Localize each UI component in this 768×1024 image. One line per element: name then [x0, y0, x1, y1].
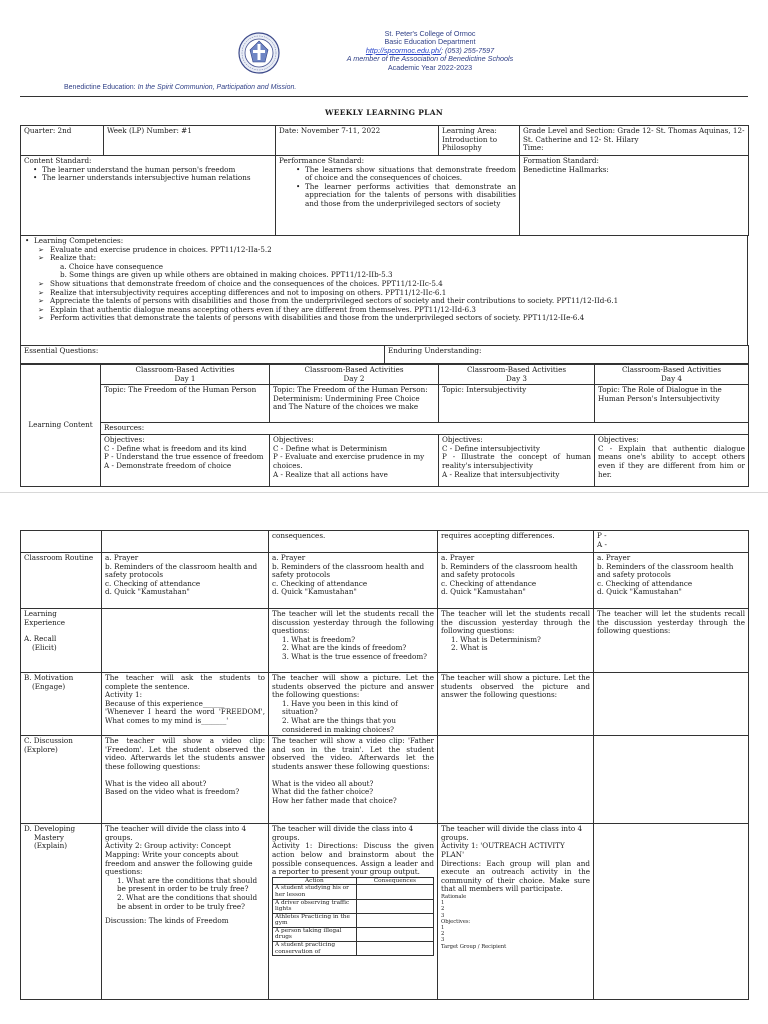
routine-day-3: [438, 553, 594, 609]
plan-line: 2: [441, 906, 445, 913]
developing-day-1: [102, 824, 269, 1000]
motivation-day-4: [594, 673, 749, 736]
benedictine-motto: [64, 84, 296, 93]
objective-line: P - Understand the true essence of freedom: [104, 452, 264, 462]
recall-question: 1. What is freedom?: [282, 634, 356, 644]
discussion-label: C. Discussion: [24, 736, 73, 746]
competency-subitem: a. Choice have consequence: [60, 261, 164, 271]
plan-line: 1: [441, 924, 445, 931]
content-standard-label: Content Standard:: [24, 156, 92, 165]
department-name: Basic Education Department: [384, 37, 476, 47]
plan-line: 3: [441, 912, 445, 919]
motivation-day-2: [269, 673, 438, 736]
routine-item: a. Prayer: [441, 553, 475, 562]
developing-label-cell: [21, 824, 102, 1000]
table-row: A person taking illegal drugs: [273, 927, 357, 941]
competencies-table: [20, 235, 748, 346]
motivation-day-3: [438, 673, 594, 736]
routine-item: b. Reminders of the classroom health and safety protocols: [597, 561, 734, 580]
developing-footer: Discussion: The kinds of Freedom: [105, 916, 229, 926]
routine-day-4: [594, 553, 749, 609]
discussion-day-1: [102, 736, 269, 824]
discussion-label-cell: [21, 736, 102, 824]
routine-day-2: [269, 553, 438, 609]
table-header-action: Action: [273, 877, 357, 885]
table-cell-empty: [356, 913, 433, 927]
topic-day-1: Topic: The Freedom of the Human Person: [101, 385, 270, 423]
association-line: A member of the Association of Benedictine Schools: [346, 54, 514, 64]
list-item: • The learner understands intersubjective human relations: [32, 174, 272, 183]
formation-standard-cell: [520, 156, 749, 236]
list-item: • The learner understand the human person's freedom: [32, 166, 272, 175]
recall-intro: The teacher will let the students recall the discussion yesterday through the following questions:: [272, 609, 434, 636]
school-name: St. Peter's College of Ormoc: [384, 29, 476, 38]
day-label: Day 4: [661, 373, 682, 383]
topic-day-4: Topic: The Role of Dialogue in the Human Person's Intersubjectivity: [595, 385, 749, 423]
date-cell: Date: November 7-11, 2022: [276, 126, 439, 156]
activities-table: [20, 530, 749, 1000]
discussion-text: How her father made that choice?: [272, 795, 397, 805]
motivation-question: 2. What are the things that you considered in making choices?: [282, 715, 396, 734]
routine-item: c. Checking of attendance: [272, 578, 368, 588]
routine-item: a. Prayer: [597, 553, 631, 562]
grade-section-cell: [520, 126, 749, 156]
day-header-title: Classroom-Based Activities: [621, 365, 722, 374]
competencies-list: [38, 246, 744, 263]
competency-item: ➢ Show situations that demonstrate freedom of choice and the consequences of the choices. PPT11/12-IIc-5.4: [38, 280, 744, 289]
cont-p: P -: [597, 531, 607, 540]
developing-text: The teacher will divide the class into 4 groups.: [441, 824, 583, 842]
cont-a: A -: [597, 539, 607, 549]
developing-day-4: [594, 824, 749, 1000]
developing-text: Directions: Each group will plan and execute an outreach activity in the community of their choice. Make sure that all members will participate.: [441, 858, 590, 894]
cont-day-1: [102, 531, 269, 553]
motivation-label: B. Motivation: [24, 673, 74, 682]
competency-item: ➢ Perform activities that demonstrate the talents of persons with disabilities and those from the underprivileged sectors of society. PPT11/12-IIe-6.4: [38, 314, 744, 323]
objectives-day-1: [101, 435, 270, 487]
competency-item: ➢ Realize that intersubjectivity requires accepting differences and not to imposing on others. PPT11/12-IIc-6.1: [38, 289, 744, 298]
performance-standard-cell: [276, 156, 520, 236]
mastery-label: Mastery: [34, 832, 64, 842]
developing-text: Activity 2: Group activity: Concept Mapping: Write your concepts about freedom and answer the following guide questions:: [105, 841, 253, 877]
recall-label-cell: [21, 609, 102, 673]
grade-section-text: Grade Level and Section: Grade 12- St. Thomas Aquinas, 12- St. Catherine and 12- St. Hilary: [523, 126, 745, 144]
discussion-text: What is the video all about?: [272, 778, 374, 788]
topic-day-3: Topic: Intersubjectivity: [439, 385, 595, 423]
motivation-text: The teacher will show a picture. Let the students observed the picture and answer the following questions:: [272, 673, 434, 700]
table-cell-empty: [356, 942, 433, 956]
competencies-label: • Learning Competencies:: [24, 237, 744, 246]
website-link[interactable]: http://spcormoc.edu.ph/: [365, 45, 441, 55]
plan-line: 2: [441, 931, 445, 938]
objective-line: C - Define what is freedom and its kind: [104, 443, 247, 453]
competency-item: ➢ Explain that authentic dialogue means accepting others even if they are different from themselves. PPT11/12-IId-6.3: [38, 306, 744, 315]
page-separator: [0, 492, 768, 520]
competency-item: ➢ Appreciate the talents of persons with disabilities and those from the underprivileged sectors of society and their contributions to society. PPT11/12-IId-6.1: [38, 297, 744, 306]
objective-line: P - Illustrate the concept of human reality's intersubjectivity: [442, 452, 591, 470]
competencies-cell: [21, 236, 748, 346]
plan-line: Objectives:: [441, 918, 471, 925]
table-cell-empty: [356, 927, 433, 941]
engage-label: (Engage): [32, 681, 66, 691]
table-cell-empty: [356, 885, 433, 899]
performance-standard-list: [295, 166, 516, 209]
routine-item: d. Quick "Kamustahan": [597, 587, 682, 597]
developing-day-2: [269, 824, 438, 1000]
academic-year: Academic Year 2022-2023: [387, 62, 473, 72]
recall-label: A. Recall: [24, 634, 57, 644]
header-divider: [20, 96, 748, 97]
routine-item: d. Quick "Kamustahan": [105, 587, 190, 597]
objective-line: Objectives:: [104, 435, 145, 445]
competency-item: ➢ Evaluate and exercise prudence in choices. PPT11/12-IIa-5.2: [38, 246, 744, 255]
essential-questions-table: [20, 345, 749, 364]
discussion-text: What is the video all about?: [105, 778, 207, 788]
discussion-text: What did the father choice?: [272, 787, 374, 797]
routine-item: a. Prayer: [105, 553, 139, 562]
cont-label-cell: [21, 531, 102, 553]
week-cell: Week (LP) Number: #1: [104, 126, 276, 156]
objectives-day-2: [270, 435, 439, 487]
objective-line: Objectives:: [273, 435, 314, 445]
recall-day-1: [102, 609, 269, 673]
hallmarks-label: Benedictine Hallmarks:: [523, 164, 609, 174]
learning-experience-label: Learning Experience: [24, 609, 66, 627]
recall-question: 3. What is the true essence of freedom?: [282, 651, 427, 661]
list-item: • The learner performs activities that demonstrate an appreciation for the talents of persons with disabilities and those from the underprivileged sectors of society: [295, 183, 516, 209]
explore-label: (Explore): [24, 744, 58, 754]
motivation-text: Activity 1:: [105, 690, 142, 700]
objective-line: A - Realize that intersubjectivity: [442, 469, 560, 479]
day-header-2: [270, 365, 439, 385]
cont-day-2: consequences.: [269, 531, 438, 553]
day-label: Day 2: [343, 373, 365, 383]
developing-text: The teacher will divide the class into 4 groups.: [105, 824, 247, 842]
topic-day-2: Topic: The Freedom of the Human Person: Determinism: Undermining Free Choice and The Nature of the choices we make: [270, 385, 439, 423]
discussion-day-2: [269, 736, 438, 824]
phone-number: ; (053) 255-7597: [440, 45, 495, 55]
discussion-day-3: [438, 736, 594, 824]
info-table: [20, 125, 749, 156]
standards-table: [20, 155, 749, 236]
document-page-1: [0, 0, 768, 492]
developing-text: The teacher will divide the class into 4 groups.: [272, 824, 414, 842]
plan-line: Target Group / Recipient: [441, 943, 507, 950]
recall-intro: The teacher will let the students recall the discussion yesterday through the following questions:: [441, 609, 590, 636]
objective-line: P - Evaluate and exercise prudence in my choices.: [273, 452, 425, 470]
time-label: Time:: [523, 143, 544, 153]
cont-day-3: requires accepting differences.: [438, 531, 594, 553]
cont-day-4: [594, 531, 749, 553]
motivation-text: Because of this experience______: [105, 698, 225, 708]
header-text-block: [250, 30, 610, 72]
table-header-consequences: Consequences: [356, 877, 433, 885]
routine-item: c. Checking of attendance: [105, 578, 201, 588]
table-cell-empty: [356, 899, 433, 913]
objective-line: C - Define what is Determinism: [273, 443, 388, 453]
motivation-label-cell: [21, 673, 102, 736]
developing-question: 2. What are the conditions that should be absent in order to be truly free?: [117, 892, 258, 911]
objective-line: C - Define intersubjectivity: [442, 443, 540, 453]
objective-line: A - Demonstrate freedom of choice: [104, 460, 232, 470]
developing-day-3: [438, 824, 594, 1000]
day-header-3: [439, 365, 595, 385]
motivation-text: 'Whenever I heard the word 'FREEDOM', What comes to my mind is_______': [105, 707, 265, 725]
elicit-label: (Elicit): [32, 642, 57, 652]
plan-line: Rationale: [441, 893, 467, 900]
table-row: A student practicing conservation of: [273, 942, 357, 956]
objectives-day-4: [595, 435, 749, 487]
discussion-text: Based on the video what is freedom?: [105, 787, 240, 797]
routine-item: b. Reminders of the classroom health and safety protocols: [272, 561, 425, 580]
developing-label: D. Developing: [24, 824, 76, 834]
plan-title: WEEKLY LEARNING PLAN: [325, 108, 443, 117]
objective-line: Objectives:: [598, 435, 639, 445]
table-row: A student studying his or her lesson: [273, 885, 357, 899]
recall-question: 2. What is: [451, 643, 488, 653]
learning-area-cell: Learning Area: Introduction to Philosophy: [439, 126, 520, 156]
routine-item: b. Reminders of the classroom health and safety protocols: [441, 561, 578, 580]
essential-questions-cell: Essential Questions:: [21, 346, 385, 364]
enduring-understanding-cell: Enduring Understanding:: [385, 346, 749, 364]
plan-line: 3: [441, 937, 445, 944]
motivation-text: The teacher will show a picture. Let the students observed the picture and answer the following questions:: [441, 673, 590, 700]
day-header-1: [101, 365, 270, 385]
objectives-day-3: [439, 435, 595, 487]
objective-line: Objectives:: [442, 435, 483, 445]
classroom-routine-label: Classroom Routine: [21, 553, 102, 609]
day-header-title: Classroom-Based Activities: [304, 365, 404, 374]
content-standard-cell: [21, 156, 276, 236]
day-header-title: Classroom-Based Activities: [466, 365, 567, 374]
learning-content-table: [20, 364, 749, 487]
day-header-title: Classroom-Based Activities: [135, 365, 235, 374]
recall-day-4: [594, 609, 749, 673]
recall-day-2: [269, 609, 438, 673]
routine-item: a. Prayer: [272, 553, 306, 562]
resources-cell: Resources:: [101, 423, 749, 435]
day-label: Day 1: [174, 373, 196, 383]
routine-item: c. Checking of attendance: [597, 578, 693, 588]
routine-item: c. Checking of attendance: [441, 578, 537, 588]
routine-item: d. Quick "Kamustahan": [272, 587, 357, 597]
day-header-4: [595, 365, 749, 385]
list-item: • The learners show situations that demonstrate freedom of choice and the consequences of choices.: [295, 166, 516, 183]
competency-item: ➢ Realize that:: [38, 254, 744, 263]
routine-day-1: [102, 553, 269, 609]
recall-day-3: [438, 609, 594, 673]
content-standard-list: [32, 166, 272, 183]
competency-subitem: b. Some things are given up while others are obtained in making choices. PPT11/12-IIb-5.3: [60, 270, 393, 280]
explain-label: (Explain): [34, 841, 68, 851]
motto-text: In the Spirit Communion, Participation and Mission.: [137, 84, 297, 91]
table-row: Athletes Practicing in the gym: [273, 913, 357, 927]
developing-question: 1. What are the conditions that should be present in order to be truly free?: [117, 875, 258, 894]
recall-intro: The teacher will let the students recall the discussion yesterday through the following questions:: [597, 609, 745, 636]
motivation-question: 1. Have you been in this kind of situation?: [282, 698, 398, 717]
school-header: [0, 30, 768, 80]
consequences-table: [272, 877, 434, 957]
recall-question: 2. What are the kinds of freedom?: [282, 643, 407, 653]
performance-standard-label: Performance Standard:: [279, 156, 364, 165]
motivation-day-1: [102, 673, 269, 736]
competencies-list-2: [38, 280, 744, 323]
discussion-text: The teacher will show a video clip: 'Freedom'. Let the student observed the video. Afterwards let the students answer these following questions:: [105, 736, 265, 771]
routine-item: b. Reminders of the classroom health and safety protocols: [105, 561, 258, 580]
routine-item: d. Quick "Kamustahan": [441, 587, 526, 597]
objective-line: C - Explain that authentic dialogue means one's ability to accept others even if they are different from him or her.: [598, 443, 745, 479]
document-page-2: [0, 520, 768, 1024]
developing-text: Activity 1: Directions: Discuss the given action below and brainstorm about the possible consequences. Assign a leader and a reporter to present your group output.: [272, 841, 434, 877]
motivation-text: The teacher will ask the students to complete the sentence.: [105, 673, 265, 691]
discussion-day-4: [594, 736, 749, 824]
day-label: Day 3: [506, 373, 527, 383]
table-row: A driver observing traffic lights: [273, 899, 357, 913]
discussion-text: The teacher will show a video clip: 'Father and son in the train'. Let the student observed the video. Afterwards let the students answer these following questions:: [272, 736, 434, 771]
plan-line: 1: [441, 900, 445, 907]
quarter-cell: Quarter: 2nd: [21, 126, 104, 156]
learning-content-label: Learning Content: [21, 365, 101, 487]
recall-question: 1. What is Determinism?: [451, 634, 541, 644]
formation-standard-label: Formation Standard:: [523, 156, 599, 165]
developing-text: Activity 1: 'OUTREACH ACTIVITY PLAN': [441, 841, 565, 859]
objective-line: A - Realize that all actions have: [273, 469, 388, 479]
motto-label: Benedictine Education:: [64, 84, 138, 91]
